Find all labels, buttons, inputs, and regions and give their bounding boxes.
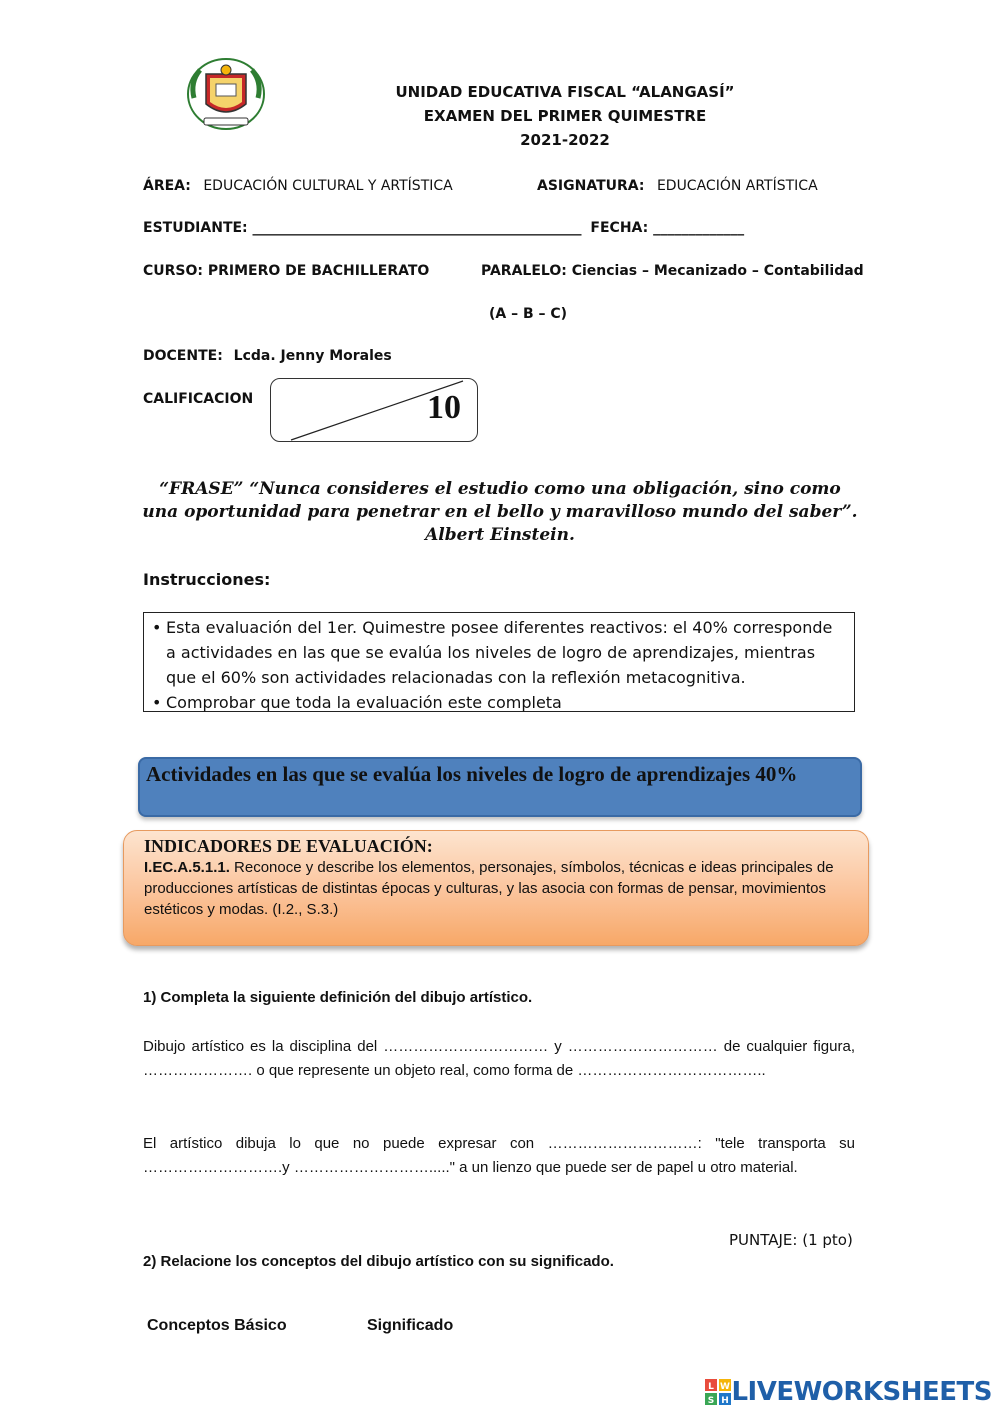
question-1-paragraph-2[interactable]: El artístico dibuja lo que no puede expresar con …………………………: "tele transporta su ……………………….y ………………………....." a un lienzo que puede ser de papel u otro material. bbox=[143, 1135, 855, 1176]
school-header bbox=[330, 80, 800, 152]
calificacion-label: CALIFICACION bbox=[143, 391, 254, 407]
curso-text: CURSO: PRIMERO DE BACHILLERATO bbox=[143, 263, 430, 279]
instruction-item bbox=[152, 615, 846, 690]
fecha-field[interactable]: _____________ bbox=[653, 220, 745, 236]
bullet-icon: • bbox=[152, 618, 162, 637]
school-name: UNIDAD EDUCATIVA FISCAL “ALANGASÍ” bbox=[395, 83, 735, 101]
paralelo-text: PARALELO: Ciencias – Mecanizado – Contabilidad bbox=[481, 263, 864, 279]
docente-label: DOCENTE: bbox=[143, 348, 223, 364]
quote: “FRASE” “Nunca consideres el estudio como una obligación, sino como una oportunidad para penetrar en el bello y maravilloso mundo del saber”. Albert Einstein. bbox=[142, 479, 858, 545]
question-2-title: 2) Relacione los conceptos del dibujo artístico con su significado. bbox=[143, 1253, 614, 1270]
indicator-description bbox=[144, 857, 850, 920]
student-row bbox=[143, 220, 744, 236]
fecha-label: FECHA: bbox=[590, 220, 649, 236]
grade-max: 10 bbox=[427, 389, 461, 426]
indicators-title: INDICADORES DE EVALUACIÓN: bbox=[144, 836, 433, 856]
instructions-title: Instrucciones: bbox=[143, 570, 271, 589]
puntaje: PUNTAJE: (1 pto) bbox=[729, 1231, 853, 1249]
logo-letter: L bbox=[708, 1382, 715, 1392]
instruction-item bbox=[152, 690, 846, 715]
exam-year: 2021-2022 bbox=[520, 131, 610, 149]
instructions-box bbox=[143, 612, 855, 712]
exam-title: EXAMEN DEL PRIMER QUIMESTRE bbox=[423, 107, 707, 125]
logo-letter: H bbox=[721, 1396, 730, 1405]
logo-letter: W bbox=[720, 1382, 731, 1392]
area-row bbox=[143, 178, 453, 194]
docente-value: Lcda. Jenny Morales bbox=[233, 348, 392, 364]
liveworksheets-logo-icon bbox=[705, 1379, 731, 1405]
asignatura-value: EDUCACIÓN ARTÍSTICA bbox=[656, 178, 818, 194]
logo-letter: S bbox=[708, 1396, 715, 1405]
paralelo-sections: (A – B – C) bbox=[489, 306, 568, 322]
liveworksheets-watermark bbox=[705, 1377, 992, 1407]
area-label: ÁREA: bbox=[143, 178, 191, 194]
liveworksheets-brand[interactable]: LIVEWORKSHEETS bbox=[731, 1377, 992, 1407]
area-value: EDUCACIÓN CULTURAL Y ARTÍSTICA bbox=[203, 178, 453, 194]
docente-row bbox=[143, 348, 392, 364]
estudiante-label: ESTUDIANTE: bbox=[143, 220, 248, 236]
indicators-box bbox=[123, 830, 869, 946]
instruction-text: Esta evaluación del 1er. Quimestre posee diferentes reactivos: el 40% corresponde a actividades en las que se evalúa los niveles de logro de aprendizajes, mientras que el 60% son actividades relacionadas con la reflexión metacognitiva. bbox=[166, 618, 833, 687]
indicator-code: I.EC.A.5.1.1. bbox=[144, 859, 230, 876]
bullet-icon: • bbox=[152, 693, 162, 712]
indicator-text: Reconoce y describe los elementos, personajes, símbolos, técnicas e ideas principales de producciones artísticas de distintas épocas y culturas, y las asocia con formas de pensar, movimientos estéticos y modas. (I.2., S.3.) bbox=[144, 859, 834, 918]
instruction-text: Comprobar que toda la evaluación este completa bbox=[166, 693, 562, 712]
asignatura-row bbox=[537, 178, 818, 194]
section-banner: Actividades en las que se evalúa los niveles de logro de aprendizajes 40% bbox=[138, 757, 862, 817]
question-1-title: 1) Completa la siguiente definición del dibujo artístico. bbox=[143, 989, 533, 1006]
grade-box bbox=[270, 378, 478, 442]
asignatura-label: ASIGNATURA: bbox=[537, 178, 645, 194]
question-1-paragraph-1[interactable]: Dibujo artístico es la disciplina del …………………………… y ………………………… de cualquier figura, …………………. o que represente un objeto real, como forma de ……………………………….. bbox=[143, 1038, 855, 1079]
column-significado: Significado bbox=[367, 1317, 454, 1334]
estudiante-field[interactable]: _______________________________________________ bbox=[252, 220, 582, 236]
school-crest-logo bbox=[182, 52, 270, 136]
column-conceptos: Conceptos Básico bbox=[147, 1317, 287, 1334]
